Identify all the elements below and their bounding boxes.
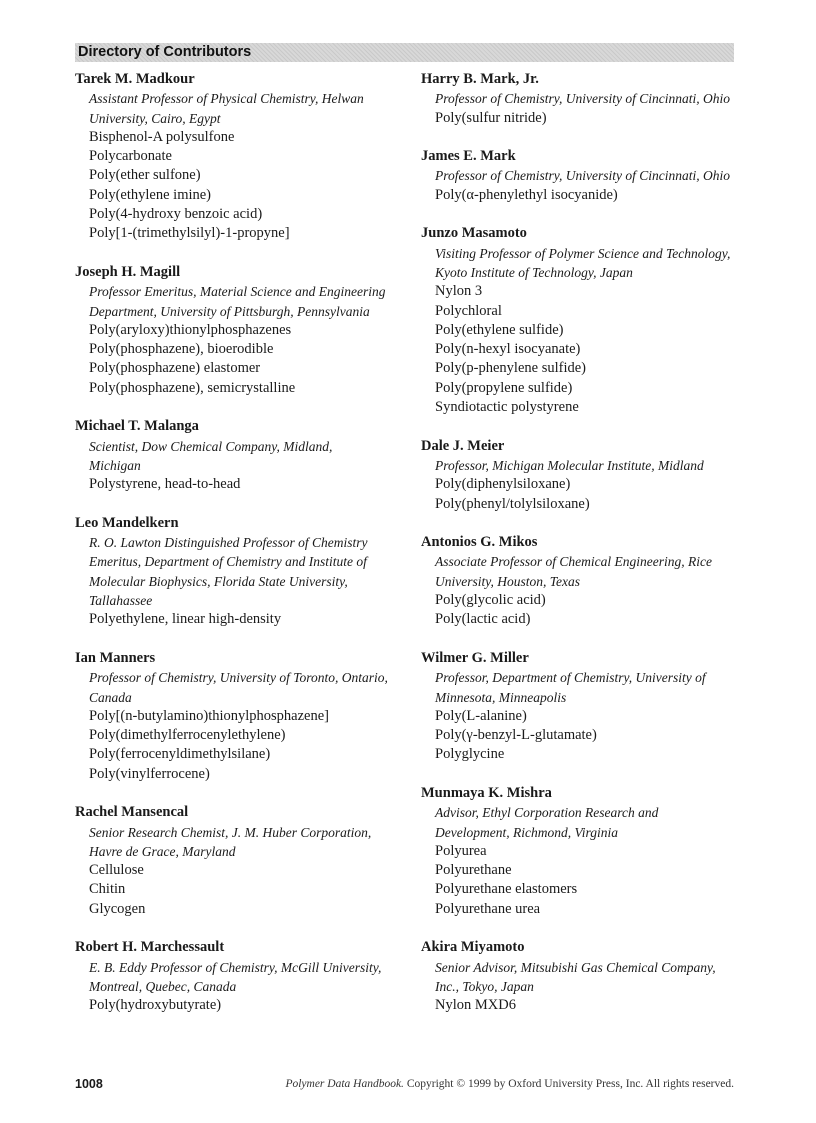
left-column [75,70,405,1035]
contributor-entry [75,938,405,1015]
affiliation-line: Visiting Professor of Polymer Science and Technology, [435,245,731,261]
contributor-entry [75,263,405,398]
polymer-topic: Poly(aryloxy)thionylphosphazenes [89,321,292,338]
contributor-name: Leo Mandelkern [75,514,179,531]
page-number: 1008 [75,1077,103,1091]
affiliation-line: E. B. Eddy Professor of Chemistry, McGill University, [89,959,382,975]
polymer-topic: Poly(ether sulfone) [89,167,201,184]
contributor-affiliation [421,456,736,475]
contributor-entry [421,938,736,1015]
contributor-name: Tarek M. Madkour [75,71,195,87]
copyright-notice [285,1078,734,1090]
affiliation-line: Professor of Chemistry, University of Toronto, Ontario, [89,670,388,686]
contributor-name: Joseph H. Magill [75,263,181,280]
contributor-entry [75,649,405,784]
contributor-name: Wilmer G. Miller [421,649,529,666]
contributor-name: Robert H. Marchessault [75,939,225,956]
polymer-topic: Poly(phenyl/tolylsiloxane) [435,495,590,512]
contributor-name: James E. Mark [421,148,516,165]
contributor-affiliation [75,89,405,128]
polymer-topic: Polyurea [435,842,487,859]
polymer-topic: Poly[(n-butylamino)thionylphosphazene] [89,707,330,724]
affiliation-line: Senior Advisor, Mitsubishi Gas Chemical Company, [435,959,716,975]
contributor-affiliation [75,533,405,610]
contributor-name: Harry B. Mark, Jr. [421,71,539,87]
contributor-entry [421,70,736,128]
contributor-entry [75,417,405,494]
polymer-topic: Poly(ferrocenyldimethylsilane) [89,746,271,763]
contributor-entry [421,649,736,765]
contributor-name: Munmaya K. Mishra [421,784,552,801]
polymer-topic: Poly(lactic acid) [435,611,531,628]
contributor-affiliation [75,823,405,862]
contributor-name: Ian Manners [75,649,156,666]
contributor-name: Akira Miyamoto [421,939,525,956]
affiliation-line: Associate Professor of Chemical Engineering, Rice [435,554,712,570]
affiliation-line: Havre de Grace, Maryland [89,843,236,859]
polymer-topic: Poly(γ-benzyl-L-glutamate) [435,727,597,744]
polymer-topic: Poly(vinylferrocene) [89,765,210,782]
contributor-entry [421,533,736,629]
page-footer [75,1077,734,1093]
copyright-text: Copyright © 1999 by Oxford University Press, Inc. All rights reserved. [406,1078,734,1090]
affiliation-line: Emeritus, Department of Chemistry and Institute of [89,554,367,570]
polymer-topic: Polystyrene, head-to-head [89,476,241,493]
affiliation-line: Inc., Tokyo, Japan [435,978,534,994]
polymer-topic: Poly(phosphazene), semicrystalline [89,379,296,396]
contributor-affiliation [421,958,736,997]
contributor-affiliation [75,282,405,321]
contributor-entry [421,224,736,417]
polymer-topic: Chitin [89,881,126,898]
affiliation-line: Professor, Department of Chemistry, University of [435,670,706,686]
polymer-topic: Nylon MXD6 [435,997,516,1014]
polymer-topic: Poly(phosphazene) elastomer [89,360,261,377]
contributor-affiliation [421,244,736,283]
contributor-affiliation [421,552,736,591]
affiliation-line: Advisor, Ethyl Corporation Research and [435,805,659,821]
affiliation-line: Canada [89,689,132,705]
polymer-topic: Poly(4-hydroxy benzoic acid) [89,206,263,223]
affiliation-line: Senior Research Chemist, J. M. Huber Corporation, [89,824,372,840]
affiliation-line: Professor of Chemistry, University of Cincinnati, Ohio [435,91,730,107]
contributor-affiliation [421,166,736,185]
contributor-name: Rachel Mansencal [75,804,189,821]
polymer-topic: Poly(ethylene imine) [89,186,212,203]
polymer-topic: Poly(dimethylferrocenylethylene) [89,727,286,744]
affiliation-line: Development, Richmond, Virginia [435,824,618,840]
polymer-topic: Poly(diphenylsiloxane) [435,476,571,493]
affiliation-line: Michigan [89,457,141,473]
polymer-topic: Poly(ethylene sulfide) [435,321,564,338]
affiliation-line: Professor of Chemistry, University of Cincinnati, Ohio [435,168,730,184]
polymer-topic: Nylon 3 [435,283,483,300]
contributor-entry [421,437,736,514]
contributor-affiliation [75,668,405,707]
contributor-affiliation [75,958,405,997]
contributor-name: Junzo Masamoto [421,225,527,242]
affiliation-line: Tallahassee [89,593,153,609]
affiliation-line: Department, University of Pittsburgh, Pennsylvania [89,303,370,319]
section-title: Directory of Contributors [78,44,252,60]
contributor-entry [75,803,405,919]
affiliation-line: Professor, Michigan Molecular Institute, Midland [435,457,704,473]
affiliation-line: R. O. Lawton Distinguished Professor of Chemistry [89,535,368,551]
contributor-name: Antonios G. Mikos [421,534,538,551]
right-column [421,70,736,1035]
affiliation-line: Kyoto Institute of Technology, Japan [435,264,633,280]
polymer-topic: Poly(n-hexyl isocyanate) [435,341,581,358]
contributor-name: Dale J. Meier [421,437,505,454]
polymer-topic: Polyurethane urea [435,900,541,917]
polymer-topic: Polycarbonate [89,148,172,165]
affiliation-line: Montreal, Quebec, Canada [89,978,237,994]
book-title: Polymer Data Handbook. [285,1078,404,1090]
contributor-name: Michael T. Malanga [75,418,199,435]
contributor-entry [421,147,736,205]
polymer-topic: Poly(propylene sulfide) [435,379,573,396]
polymer-topic: Cellulose [89,862,144,879]
affiliation-line: Professor Emeritus, Material Science and Engineering [89,284,386,300]
polymer-topic: Poly(α-phenylethyl isocyanide) [435,186,618,203]
polymer-topic: Poly(phosphazene), bioerodible [89,341,274,358]
polymer-topic: Poly(sulfur nitride) [435,109,547,126]
affiliation-line: Scientist, Dow Chemical Company, Midland, [89,438,333,454]
affiliation-line: University, Houston, Texas [435,573,580,589]
contributor-affiliation [75,437,405,476]
polymer-topic: Polyurethane [435,862,512,879]
affiliation-line: Minnesota, Minneapolis [435,689,567,705]
polymer-topic: Bisphenol-A polysulfone [89,128,235,145]
polymer-topic: Poly(hydroxybutyrate) [89,997,222,1014]
polymer-topic: Poly(glycolic acid) [435,592,546,609]
polymer-topic: Polyethylene, linear high-density [89,611,282,628]
polymer-topic: Polyurethane elastomers [435,881,578,898]
polymer-topic: Poly[1-(trimethylsilyl)-1-propyne] [89,225,290,242]
contributor-entry [75,514,405,630]
contributor-entry [75,70,405,244]
polymer-topic: Syndiotactic polystyrene [435,399,579,416]
affiliation-line: Molecular Biophysics, Florida State University, [89,573,348,589]
polymer-topic: Poly(L-alanine) [435,707,527,724]
polymer-topic: Glycogen [89,900,146,917]
section-header-bar [75,43,734,62]
polymer-topic: Polyglycine [435,746,505,763]
contributor-affiliation [421,668,736,707]
affiliation-line: Assistant Professor of Physical Chemistry, Helwan [89,91,364,107]
polymer-topic: Poly(p-phenylene sulfide) [435,360,587,377]
contributor-entry [421,784,736,919]
contributor-affiliation [421,803,736,842]
contributor-affiliation [421,89,736,108]
affiliation-line: University, Cairo, Egypt [89,110,221,126]
polymer-topic: Polychloral [435,302,502,319]
